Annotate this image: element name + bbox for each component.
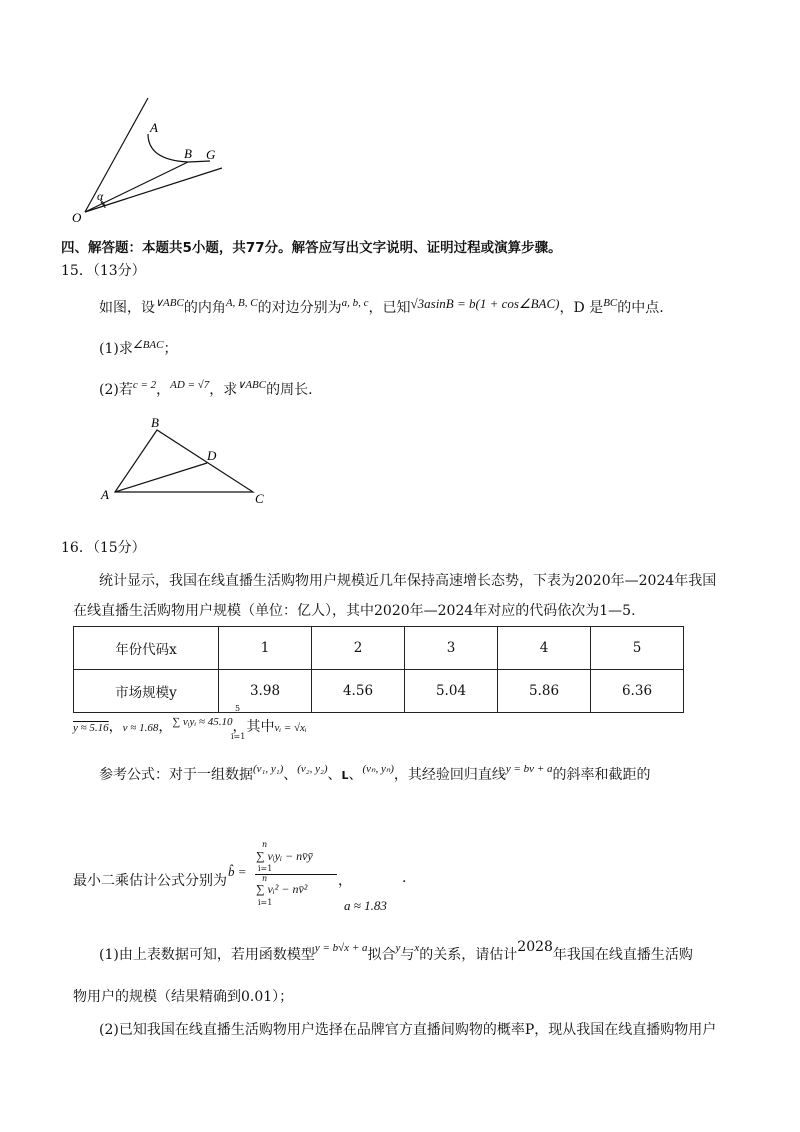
table-row <box>74 670 684 713</box>
q15-sides-text: 的对边分别为 <box>257 300 342 316</box>
curve-ab <box>148 134 210 162</box>
q16-p1-d: 的关系，请估计 <box>419 947 518 963</box>
q15-p1-angle: ∠BAC <box>132 339 164 351</box>
q16-p1-e: 年我国在线直播生活购 <box>552 947 693 963</box>
ref-p2: (v₂, y₂) <box>297 763 328 775</box>
table-cell: 5 <box>591 627 684 670</box>
ref-post: ，其经验回归直线 <box>393 767 506 783</box>
q15-known: ，已知 <box>368 300 411 316</box>
ref-dots: L <box>341 769 349 782</box>
q16-line2: 在线直播生活购物用户规模（单位：亿人），其中2020年—2024年对应的代码依次为1—5. <box>73 603 636 619</box>
section-heading: 四、解答题：本题共5小题，共77分。解答应写出文字说明、证明过程或演算步骤。 <box>61 240 562 256</box>
q16-line1: 统计显示，我国在线直播生活购物用户规模近几年保持高速增长态势，下表为2020年—2024年我国 <box>99 573 717 589</box>
table-cell: 1 <box>219 627 312 670</box>
tri-label-c: C <box>255 491 264 506</box>
q16-p1-c: 与 <box>400 947 415 963</box>
ols-bhat: b̂ = <box>228 864 247 879</box>
ref-post2: 的斜率和截距的 <box>552 767 651 783</box>
label-alpha: α <box>97 189 104 203</box>
table-cell: 5.04 <box>405 670 498 713</box>
q15-mid: 的中点. <box>617 300 664 316</box>
q16-p1-b: 拟合 <box>367 947 396 963</box>
ols-num-n: n <box>262 840 268 849</box>
table-header-y: 市场规模y <box>74 670 219 713</box>
stats-sum-top: 5 <box>235 704 241 713</box>
q16-p1-model: y = b√x + a <box>314 942 368 954</box>
triangle-abc <box>115 430 253 492</box>
median-ad <box>115 463 207 492</box>
q16-part2: (2)已知我国在线直播生活购物用户选择在品牌官方直播间购物的概率P，现从我国在线直播购物用户 <box>99 1022 717 1038</box>
table-cell: 4.56 <box>312 670 405 713</box>
q15-p2-ad: AD = √7 <box>170 379 210 391</box>
ref-line: 参考公式：对于一组数据$^{(v_1, y_1)}$、$^{(v_2, y_2)}$、L、$^{(v_n, y_n)}$，其经验回归直线$^{y = bv + a}$的斜率和截距的 <box>99 763 651 783</box>
q15-part2 <box>99 379 313 399</box>
q15-p2-pre: (2)若 <box>99 382 133 398</box>
tri-label-a: A <box>101 487 109 502</box>
ray-ob <box>85 162 188 212</box>
table-cell: 5.86 <box>498 670 591 713</box>
q16-part1 <box>99 939 693 964</box>
ols-den-n: n <box>262 874 268 883</box>
q15-number: 15．（13分） <box>61 263 146 279</box>
q16-part1-line2: 物用户的规模（结果精确到0.01）； <box>73 989 294 1005</box>
stats-sum: ∑ vᵢyᵢ ≈ 45.10 <box>172 716 233 728</box>
label-a: A <box>150 120 158 135</box>
ols-end: . <box>402 870 407 886</box>
q15-stem-tri: ∨ABC <box>155 297 184 309</box>
q15-part1 <box>99 338 177 358</box>
label-g: G <box>206 147 216 162</box>
stats-where: ，其中 <box>232 719 275 735</box>
ols-comma: ， <box>338 873 352 889</box>
ols-a: a ≈ 1.83 <box>344 898 387 913</box>
ols-denominator: ∑ vᵢ² − nv̄² <box>256 882 308 896</box>
ols-pre: 最小二乘估计公式分别为 <box>73 873 227 889</box>
q15-p1-post: ； <box>163 341 178 357</box>
q15-p2-c: c = 2 <box>132 379 157 391</box>
stats-y-mean: y ≈ 5.16 <box>73 722 109 734</box>
q16-number: 16．（15分） <box>61 540 146 556</box>
table-header-x: 年份代码x <box>74 627 219 670</box>
data-table <box>73 626 684 713</box>
q16-p1-x: x <box>414 942 420 954</box>
q16-p1-y: y <box>395 942 401 954</box>
stats-vi: vᵢ = √xᵢ <box>274 722 307 734</box>
stats-sum-bottom: i=1 <box>231 732 246 741</box>
ols-den-i: i=1 <box>258 898 273 907</box>
tri-label-b: B <box>151 415 159 430</box>
table-cell: 3 <box>405 627 498 670</box>
stats-line: y ≈ 5.16，v ≈ 1.68，$^{\sum vᵢyᵢ \approx 45.10}$，其中vᵢ = √xᵢ <box>73 716 307 735</box>
ols-num-i: i=1 <box>258 864 273 873</box>
label-o: O <box>72 210 82 225</box>
triangle-figure <box>95 412 275 507</box>
table-cell: 3.98 <box>219 670 312 713</box>
q15-p2-comma: ， <box>156 382 171 398</box>
q16-p1-a: (1)由上表数据可知，若用函数模型 <box>99 947 315 963</box>
q15-formula: √3asinB = b(1 + cos∠BAC) <box>410 296 560 311</box>
ols-numerator: ∑ vᵢyᵢ − nv̄ȳ <box>256 849 313 863</box>
q15-stem <box>99 297 664 317</box>
q15-p2-ask: ，求 <box>209 382 238 398</box>
ref-pn: (vₙ, yₙ) <box>362 763 394 775</box>
q15-d: ，D 是 <box>559 300 604 316</box>
q15-stem-pre: 如图，设 <box>99 300 155 316</box>
q16-p1-year: 2028 <box>517 939 553 955</box>
ref-line-eq: y = bv + a <box>505 763 553 775</box>
tri-label-d: D <box>207 448 217 463</box>
ref-pre: 参考公式：对于一组数据 <box>99 767 253 783</box>
table-cell: 6.36 <box>591 670 684 713</box>
stats-v-mean: v ≈ 1.68 <box>122 722 159 734</box>
table-cell: 2 <box>312 627 405 670</box>
table-cell: 4 <box>498 627 591 670</box>
ols-fraction-bar <box>255 874 337 875</box>
q15-bc: BC <box>603 297 618 309</box>
q15-p2-tri: ∨ABC <box>237 379 267 391</box>
table-row <box>74 627 684 670</box>
q15-angles: A, B, C <box>225 297 258 309</box>
angle-curve-figure <box>60 90 240 225</box>
q15-p1-pre: (1)求 <box>99 341 133 357</box>
ref-p1: (v₁, y₁) <box>253 763 284 775</box>
q15-sides: a, b, c <box>341 297 369 309</box>
label-b: B <box>184 146 192 161</box>
q15-angles-text: 的内角 <box>183 300 226 316</box>
q15-p2-post: 的周长. <box>266 382 313 398</box>
